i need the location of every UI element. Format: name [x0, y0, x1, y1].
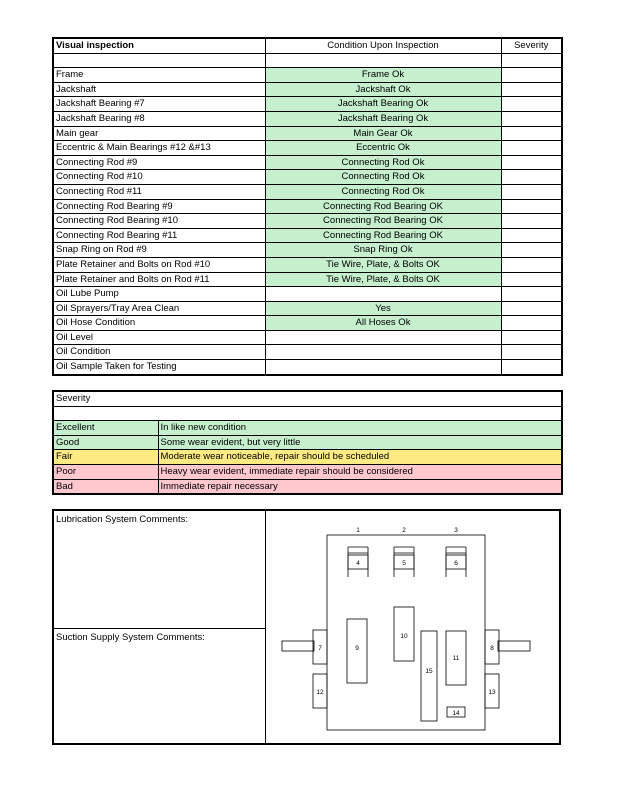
condition-cell[interactable]: Jackshaft Bearing Ok	[265, 111, 501, 126]
severity-cell[interactable]	[501, 141, 562, 156]
table-row	[53, 316, 562, 331]
inspection-item: Jackshaft Bearing #7	[53, 97, 265, 112]
condition-cell[interactable]: Eccentric Ok	[265, 141, 501, 156]
table-row	[53, 243, 562, 258]
diagram-label-7: 7	[318, 645, 322, 652]
table-row	[53, 141, 562, 156]
severity-cell[interactable]	[501, 301, 562, 316]
pump-diagram	[268, 511, 559, 743]
inspection-item: Connecting Rod #11	[53, 184, 265, 199]
inspection-item: Eccentric & Main Bearings #12 &#13	[53, 141, 265, 156]
lubrication-comments-box[interactable]	[54, 511, 266, 629]
inspection-item: Oil Lube Pump	[53, 287, 265, 302]
inspection-item: Oil Sprayers/Tray Area Clean	[53, 301, 265, 316]
header-condition: Condition Upon Inspection	[265, 38, 501, 53]
diagram-label-1: 1	[356, 527, 360, 534]
condition-cell[interactable]: Connecting Rod Bearing OK	[265, 199, 501, 214]
diagram-label-15: 15	[425, 668, 433, 675]
diagram-label-5: 5	[402, 560, 406, 567]
severity-cell[interactable]	[501, 360, 562, 375]
severity-level-row	[53, 479, 562, 494]
table-row	[53, 272, 562, 287]
severity-level-row	[53, 464, 562, 479]
condition-cell[interactable]: Connecting Rod Bearing OK	[265, 228, 501, 243]
main-gear-15	[421, 631, 437, 721]
severity-cell[interactable]	[501, 97, 562, 112]
inspection-spacer-row	[53, 53, 562, 68]
severity-cell[interactable]	[501, 243, 562, 258]
severity-cell[interactable]	[501, 155, 562, 170]
table-row	[53, 126, 562, 141]
inspection-item: Oil Condition	[53, 345, 265, 360]
condition-cell[interactable]: All Hoses Ok	[265, 316, 501, 331]
severity-cell[interactable]	[501, 184, 562, 199]
suction-comments-box[interactable]	[54, 629, 266, 743]
header-severity: Severity	[501, 38, 562, 53]
inspection-item: Snap Ring on Rod #9	[53, 243, 265, 258]
inspection-item: Connecting Rod Bearing #11	[53, 228, 265, 243]
inspection-item: Connecting Rod #10	[53, 170, 265, 185]
inspection-item: Oil Hose Condition	[53, 316, 265, 331]
severity-cell[interactable]	[501, 111, 562, 126]
diagram-label-11: 11	[452, 655, 460, 662]
condition-cell[interactable]: Yes	[265, 301, 501, 316]
condition-cell[interactable]: Jackshaft Ok	[265, 82, 501, 97]
table-row	[53, 345, 562, 360]
severity-cell[interactable]	[501, 170, 562, 185]
severity-cell[interactable]	[501, 272, 562, 287]
table-row	[53, 257, 562, 272]
inspection-item: Plate Retainer and Bolts on Rod #10	[53, 257, 265, 272]
severity-title: Severity	[53, 391, 562, 406]
severity-level-name: Good	[53, 435, 158, 450]
inspection-item: Oil Level	[53, 330, 265, 345]
diagram-label-6: 6	[454, 560, 458, 567]
condition-cell[interactable]	[265, 360, 501, 375]
table-row	[53, 360, 562, 375]
severity-level-name: Fair	[53, 450, 158, 465]
severity-level-description: Moderate wear noticeable, repair should be scheduled	[158, 450, 562, 465]
diagram-label-8: 8	[490, 645, 494, 652]
condition-cell[interactable]	[265, 345, 501, 360]
suction-comments-label: Suction Supply System Comments:	[56, 632, 205, 643]
severity-level-name: Excellent	[53, 421, 158, 436]
diagram-label-4: 4	[356, 560, 360, 567]
table-row	[53, 68, 562, 83]
severity-level-row	[53, 435, 562, 450]
inspection-item: Oil Sample Taken for Testing	[53, 360, 265, 375]
diagram-label-10: 10	[400, 633, 408, 640]
severity-cell[interactable]	[501, 257, 562, 272]
severity-level-description: Some wear evident, but very little	[158, 435, 562, 450]
severity-cell[interactable]	[501, 126, 562, 141]
inspection-item: Plate Retainer and Bolts on Rod #11	[53, 272, 265, 287]
severity-cell[interactable]	[501, 345, 562, 360]
severity-cell[interactable]	[501, 68, 562, 83]
diagram-label-12: 12	[316, 689, 324, 696]
condition-cell[interactable]: Tie Wire, Plate, & Bolts OK	[265, 272, 501, 287]
severity-level-row	[53, 421, 562, 436]
table-row	[53, 330, 562, 345]
condition-cell[interactable]: Connecting Rod Bearing OK	[265, 214, 501, 229]
condition-cell[interactable]	[265, 287, 501, 302]
table-row	[53, 111, 562, 126]
condition-cell[interactable]: Connecting Rod Ok	[265, 184, 501, 199]
condition-cell[interactable]	[265, 330, 501, 345]
left-shaft	[282, 641, 314, 651]
severity-level-description: Heavy wear evident, immediate repair should be considered	[158, 464, 562, 479]
severity-legend	[52, 390, 563, 495]
table-row	[53, 97, 562, 112]
severity-level-row	[53, 450, 562, 465]
inspection-item: Frame	[53, 68, 265, 83]
severity-spacer-row	[53, 406, 562, 421]
severity-cell[interactable]	[501, 82, 562, 97]
severity-level-description: In like new condition	[158, 421, 562, 436]
table-row	[53, 170, 562, 185]
diagram-label-2: 2	[402, 527, 406, 534]
severity-level-name: Poor	[53, 464, 158, 479]
inspection-item: Main gear	[53, 126, 265, 141]
table-row	[53, 301, 562, 316]
table-row	[53, 214, 562, 229]
inspection-header-row	[53, 38, 562, 53]
header-visual-inspection: Visual inspection	[53, 38, 265, 53]
severity-cell[interactable]	[501, 214, 562, 229]
table-row	[53, 199, 562, 214]
diagram-label-3: 3	[454, 527, 458, 534]
right-shaft	[498, 641, 530, 651]
condition-cell[interactable]: Frame Ok	[265, 68, 501, 83]
severity-cell[interactable]	[501, 287, 562, 302]
condition-cell[interactable]: Jackshaft Bearing Ok	[265, 97, 501, 112]
inspection-item: Connecting Rod Bearing #10	[53, 214, 265, 229]
severity-cell[interactable]	[501, 316, 562, 331]
condition-cell[interactable]: Connecting Rod Ok	[265, 155, 501, 170]
inspection-item: Connecting Rod Bearing #9	[53, 199, 265, 214]
severity-cell[interactable]	[501, 199, 562, 214]
severity-level-description: Immediate repair necessary	[158, 479, 562, 494]
condition-cell[interactable]: Main Gear Ok	[265, 126, 501, 141]
comments-and-diagram-section	[52, 509, 561, 745]
table-row	[53, 155, 562, 170]
condition-cell[interactable]: Tie Wire, Plate, & Bolts OK	[265, 257, 501, 272]
severity-cell[interactable]	[501, 228, 562, 243]
inspection-item: Connecting Rod #9	[53, 155, 265, 170]
diagram-label-13: 13	[488, 689, 496, 696]
table-row	[53, 82, 562, 97]
table-row	[53, 184, 562, 199]
diagram-label-9: 9	[355, 645, 359, 652]
diagram-label-14: 14	[452, 710, 460, 717]
severity-cell[interactable]	[501, 330, 562, 345]
condition-cell[interactable]: Connecting Rod Ok	[265, 170, 501, 185]
inspection-item: Jackshaft	[53, 82, 265, 97]
severity-title-row	[53, 391, 562, 406]
lubrication-comments-label: Lubrication System Comments:	[56, 514, 188, 525]
severity-level-name: Bad	[53, 479, 158, 494]
condition-cell[interactable]: Snap Ring Ok	[265, 243, 501, 258]
inspection-item: Jackshaft Bearing #8	[53, 111, 265, 126]
table-row	[53, 287, 562, 302]
inspection-table	[52, 37, 563, 376]
table-row	[53, 228, 562, 243]
